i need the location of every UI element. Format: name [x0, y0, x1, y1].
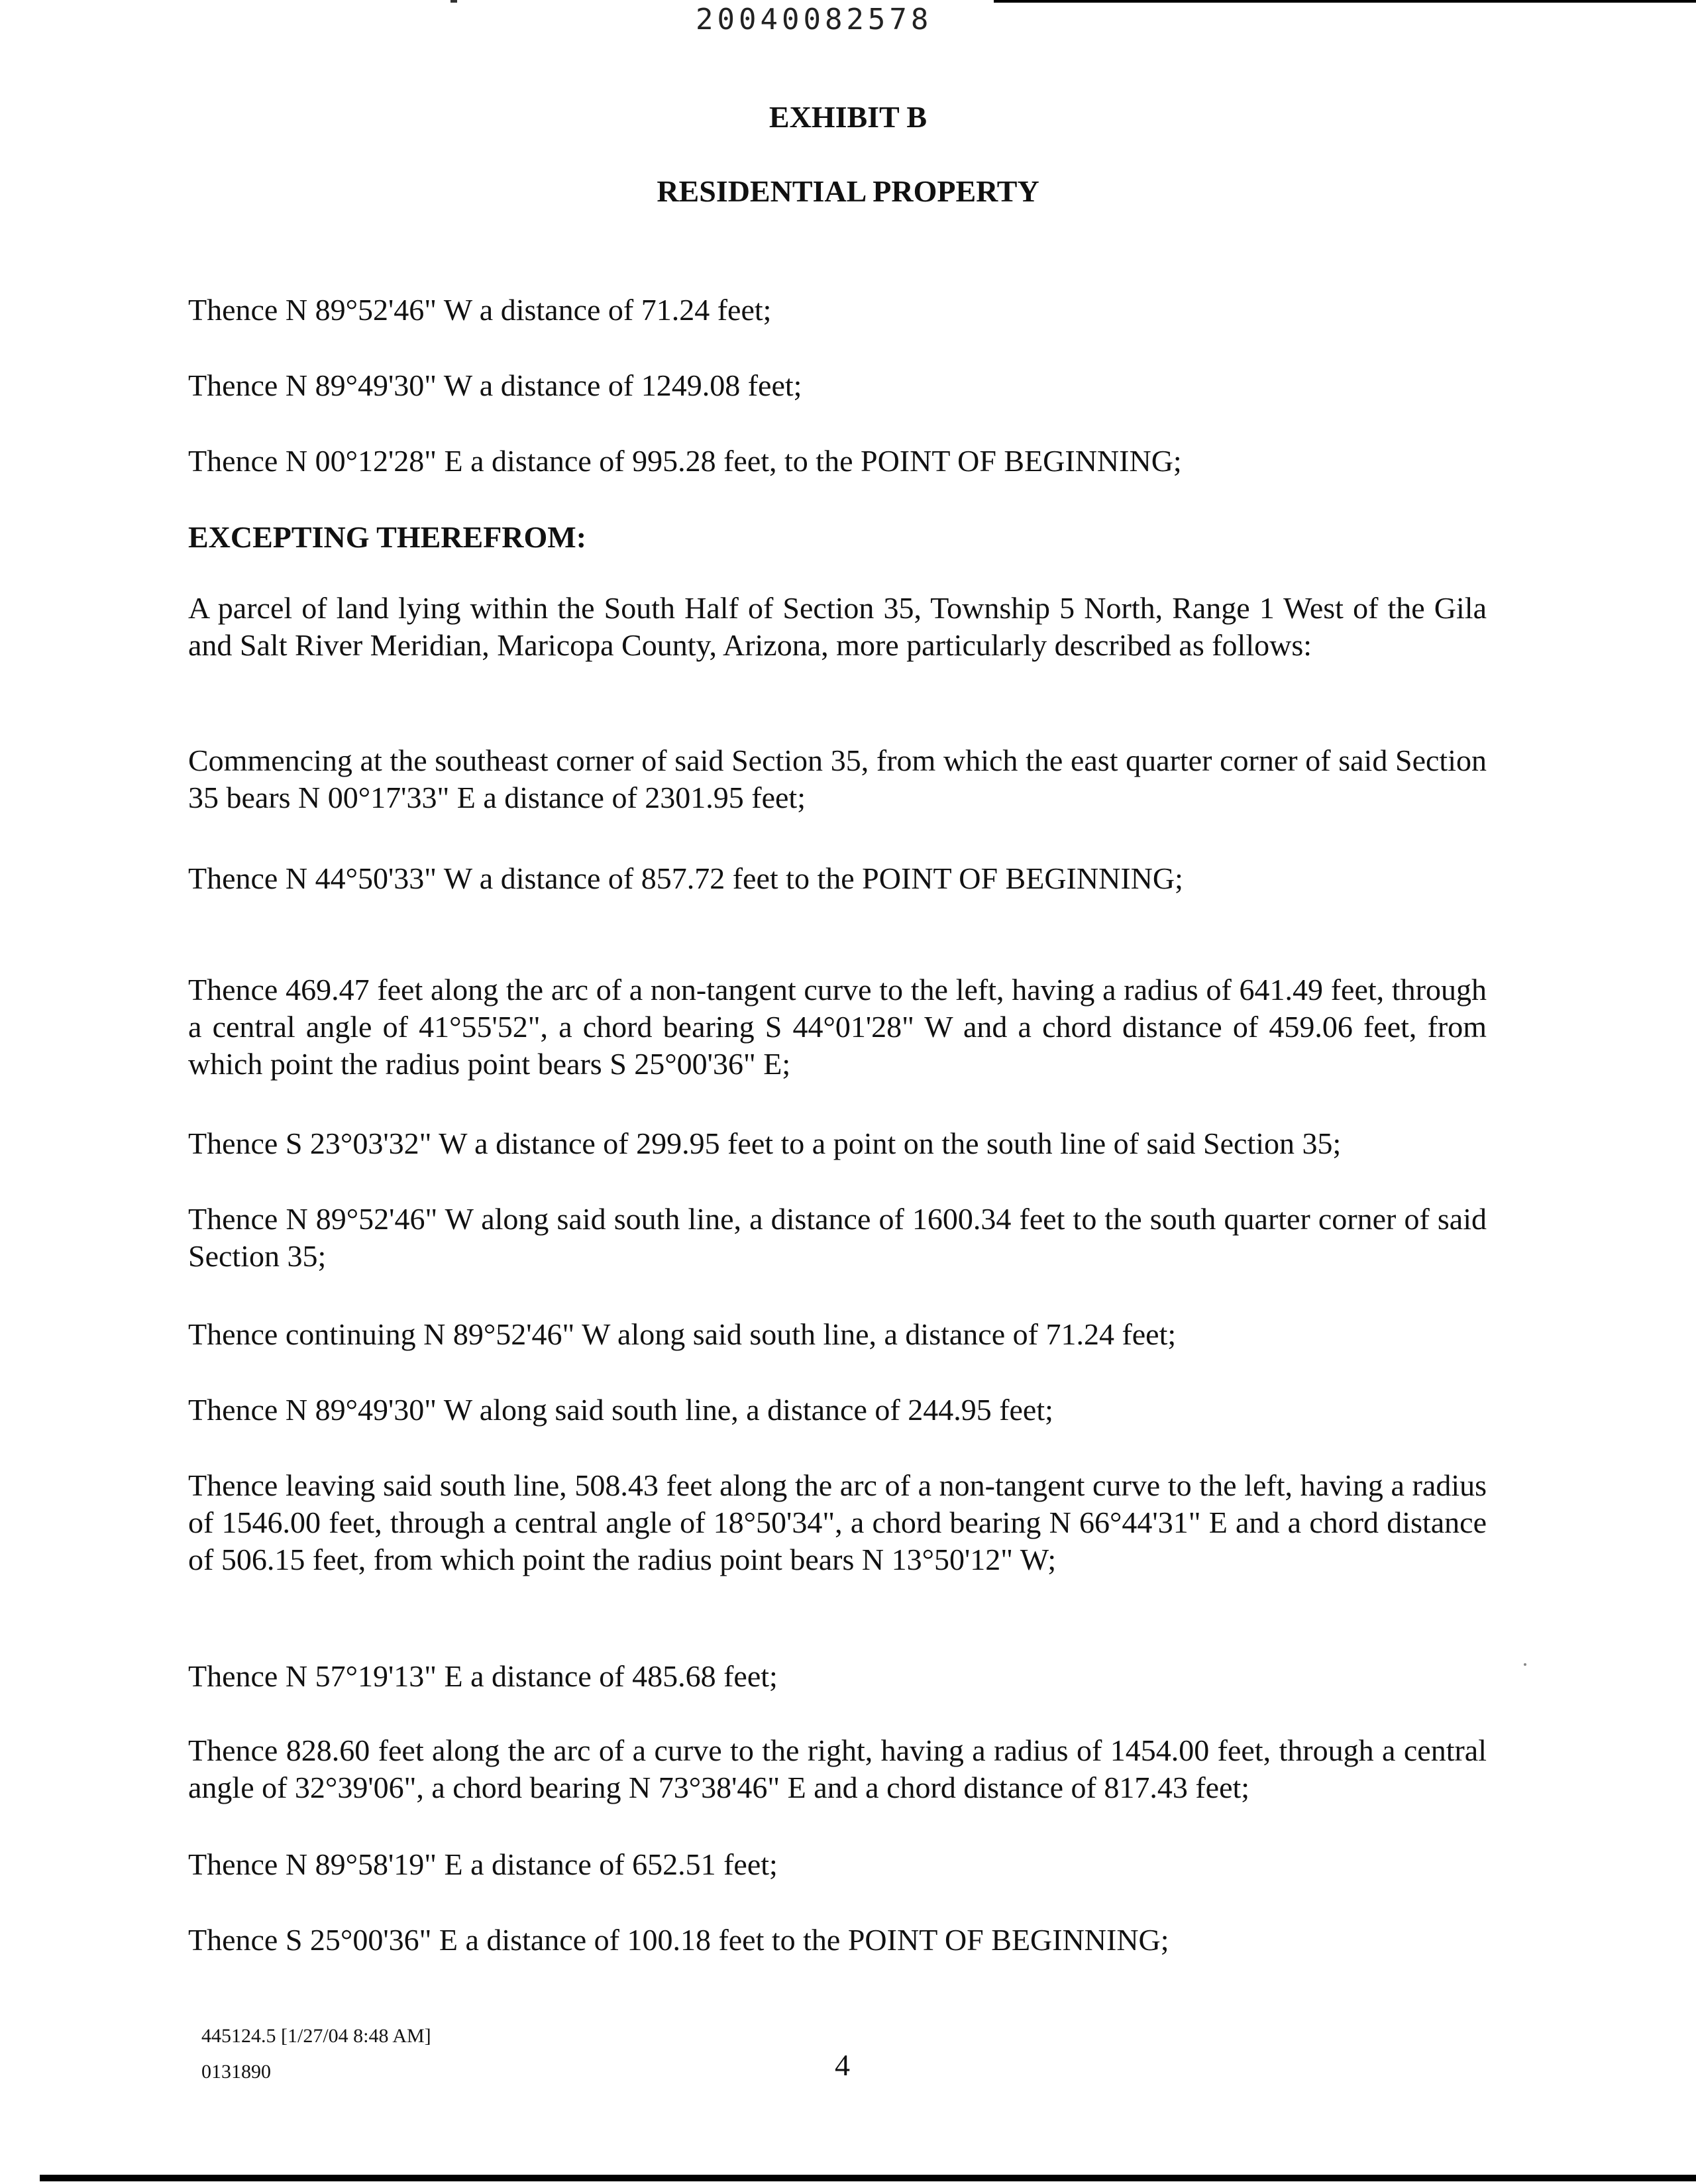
parcel-description: A parcel of land lying within the South Half of Section 35, Township 5 North, Range 1 West of the Gila and Salt River Meridian, Maricopa County, Arizona, more particularly described as follows:: [188, 591, 1487, 662]
course-line: Thence N 00°12'28" E a distance of 995.28 feet, to the POINT OF BEGINNING;: [188, 444, 1182, 478]
course-line: Thence N 89°52'46" W a distance of 71.24 feet;: [188, 293, 772, 327]
course-line: Thence N 89°58'19" E a distance of 652.51 feet;: [188, 1847, 778, 1881]
scan-mark: [450, 0, 457, 3]
course-line: Thence S 25°00'36" E a distance of 100.18 feet to the POINT OF BEGINNING;: [188, 1923, 1169, 1957]
scan-speck: [1524, 1663, 1526, 1666]
course-line: Thence N 89°49'30" W a distance of 1249.08 feet;: [188, 368, 802, 402]
course-line: Thence N 44°50'33" W a distance of 857.72 feet to the POINT OF BEGINNING;: [188, 861, 1183, 895]
exhibit-subtitle: RESIDENTIAL PROPERTY: [657, 174, 1039, 208]
course-paragraph: Thence 469.47 feet along the arc of a non-tangent curve to the left, having a radius of 641.49 feet, through a central angle of 41°55'52", a chord bearing S 44°01'28" W and a chord distance of 459.06 feet, from which point the radius point bears S 25°00'36" E;: [188, 973, 1487, 1081]
document-reference: 445124.5 [1/27/04 8:48 AM]: [201, 2025, 431, 2047]
course-paragraph: Thence 828.60 feet along the arc of a curve to the right, having a radius of 1454.00 feet, through a central angle of 32°39'06", a chord bearing N 73°38'46" E and a chord distance of 817.43 feet;: [188, 1733, 1487, 1804]
course-line: Thence S 23°03'32" W a distance of 299.95 feet to a point on the south line of said Section 35;: [188, 1126, 1342, 1160]
document-id: 0131890: [201, 2061, 271, 2083]
bottom-rule: [40, 2175, 1696, 2181]
course-line: Thence continuing N 89°52'46" W along said south line, a distance of 71.24 feet;: [188, 1317, 1177, 1351]
course-paragraph: Thence leaving said south line, 508.43 feet along the arc of a non-tangent curve to the left, having a radius of 1546.00 feet, through a central angle of 18°50'34", a chord bearing N 66°44'31" E and a chord distance of 506.15 feet, from which point the radius point bears N 13°50'12" W;: [188, 1468, 1487, 1576]
course-line: Thence N 57°19'13" E a distance of 485.68 feet;: [188, 1659, 778, 1693]
exhibit-title: EXHIBIT B: [768, 100, 928, 134]
course-line: Thence N 89°49'30" W along said south line, a distance of 244.95 feet;: [188, 1393, 1053, 1427]
course-paragraph: Thence N 89°52'46" W along said south line, a distance of 1600.34 feet to the south quarter corner of said Section 35;: [188, 1202, 1487, 1273]
top-rule: [994, 0, 1696, 3]
recording-number: 20040082578: [696, 3, 933, 36]
page-number: 4: [835, 2048, 850, 2082]
commencing-paragraph: Commencing at the southeast corner of said Section 35, from which the east quarter corner of said Section 35 bears N 00°17'33" E a distance of 2301.95 feet;: [188, 743, 1487, 814]
excepting-heading: EXCEPTING THEREFROM:: [188, 520, 587, 554]
